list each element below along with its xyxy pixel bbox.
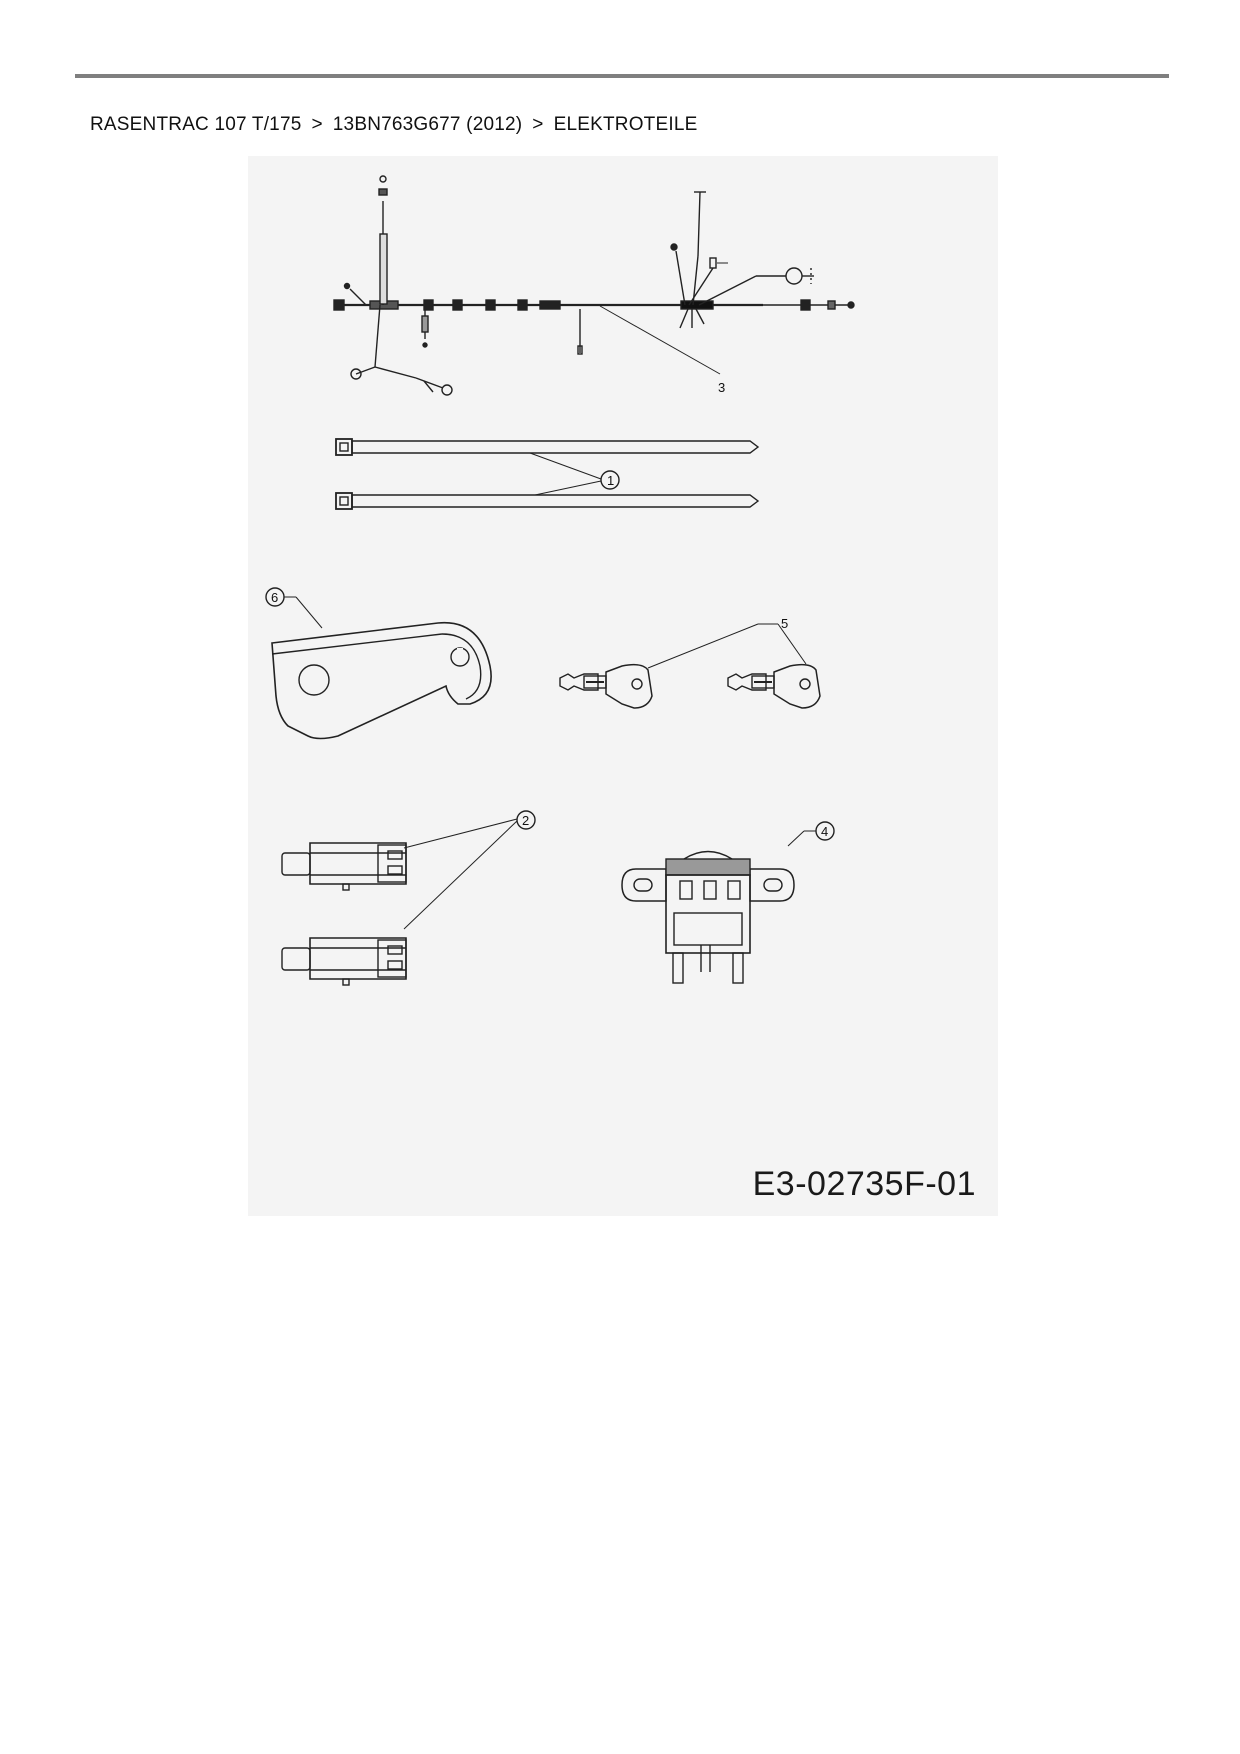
callout-4: 4 xyxy=(821,824,829,839)
bracket xyxy=(266,588,491,739)
breadcrumb-model[interactable]: RASENTRAC 107 T/175 xyxy=(90,114,302,135)
breadcrumb-section: ELEKTROTEILE xyxy=(553,114,698,135)
callout-1: 1 xyxy=(607,473,615,488)
callout-5: 5 xyxy=(781,616,789,631)
breadcrumb xyxy=(90,114,697,136)
callout-6: 6 xyxy=(271,590,279,605)
breadcrumb-separator: > xyxy=(532,114,544,135)
ignition-keys xyxy=(560,624,820,708)
wiring-harness xyxy=(334,176,854,395)
safety-switches xyxy=(282,811,535,985)
breadcrumb-article[interactable]: 13BN763G677 (2012) xyxy=(332,114,523,135)
figure-code: E3-02735F-01 xyxy=(752,1165,976,1203)
cable-ties xyxy=(336,439,758,509)
callout-3: 3 xyxy=(718,380,726,395)
header-rule xyxy=(75,74,1169,78)
breadcrumb-separator: > xyxy=(311,114,323,135)
ignition-switch xyxy=(622,822,834,983)
exploded-parts-diagram xyxy=(248,156,998,1216)
parts-drawing xyxy=(248,156,998,1216)
callout-2: 2 xyxy=(522,813,530,828)
